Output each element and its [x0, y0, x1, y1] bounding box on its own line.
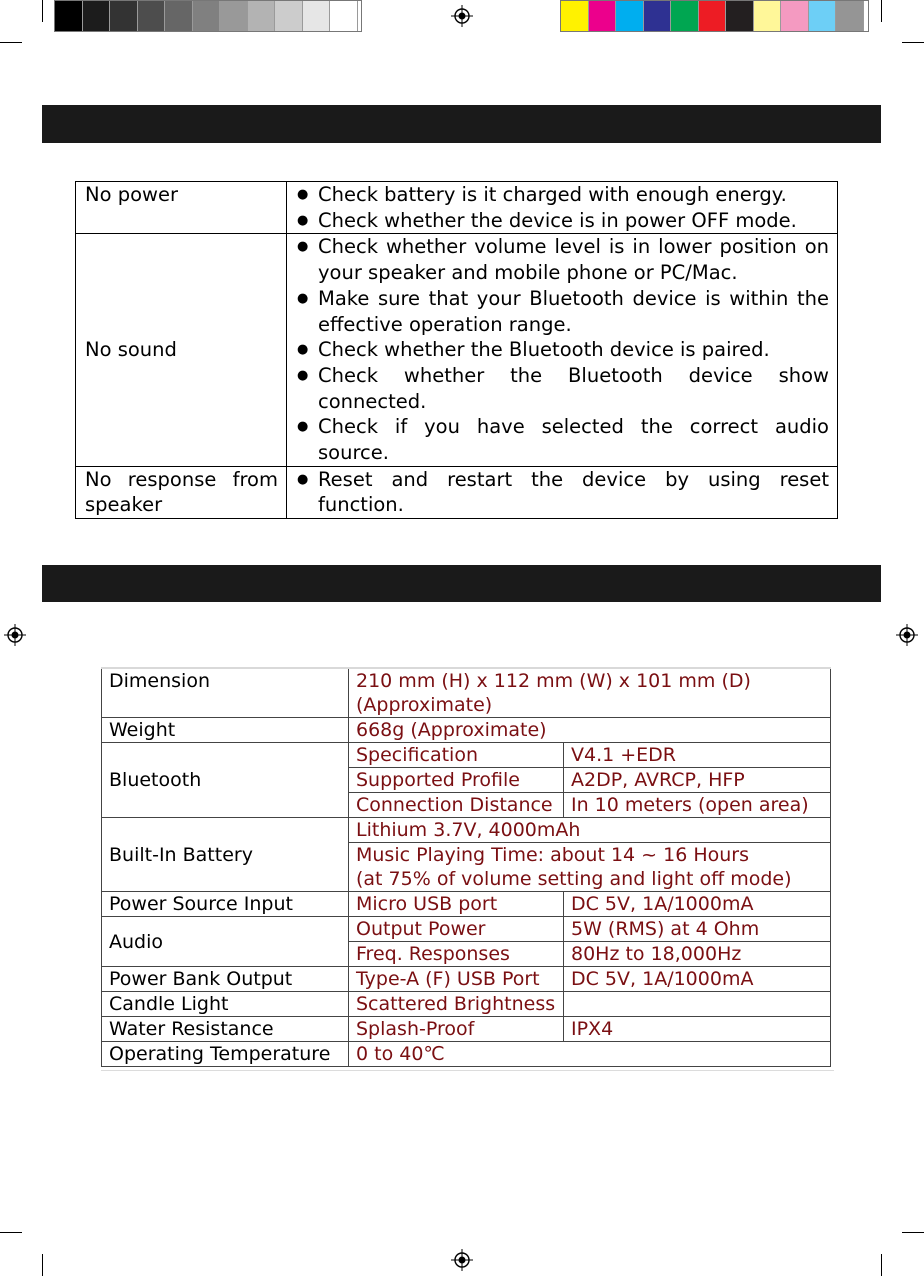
table-bottom-rule	[101, 1070, 834, 1071]
specifications-header-bar	[42, 565, 881, 602]
table-row	[102, 743, 831, 768]
spec-subname: Scattered Brightness	[349, 992, 564, 1017]
table-row	[102, 1017, 831, 1042]
solution-item: ● Reset and restart the device by using reset function.	[296, 467, 829, 518]
color-swatch	[193, 1, 221, 31]
spec-value: DC 5V, 1A/1000mA	[564, 892, 831, 917]
spec-subname: Splash-Proof	[349, 1017, 564, 1042]
color-swatch	[55, 1, 83, 31]
table-row	[102, 892, 831, 917]
table-row	[102, 668, 831, 718]
color-swatch	[303, 1, 331, 31]
color-swatch	[220, 1, 248, 31]
solution-item: ● Check if you have selected the correct audio source.	[296, 414, 829, 465]
color-swatch	[248, 1, 276, 31]
table-row	[102, 967, 831, 992]
spec-value-line: (Approximate)	[356, 694, 493, 716]
spec-value: IPX4	[564, 1017, 831, 1042]
spec-value: V4.1 +EDR	[564, 743, 831, 768]
registration-mark-icon	[451, 1249, 473, 1271]
color-swatch	[83, 1, 111, 31]
solution-item: ● Check whether volume level is in lower position on your speaker and mobile phone or PC/Mac.	[296, 234, 829, 285]
spec-value	[564, 992, 831, 1017]
problem-cell: No response from speaker	[76, 466, 287, 518]
color-swatch	[275, 1, 303, 31]
solution-cell	[287, 182, 838, 234]
color-swatch	[616, 1, 644, 31]
troubleshooting-table	[75, 181, 838, 519]
color-swatch	[781, 1, 809, 31]
solution-item: ● Check battery is it charged with enough energy.	[296, 182, 829, 208]
table-row	[76, 234, 838, 466]
solution-item: ● Check whether the device is in power OFF mode.	[296, 208, 829, 234]
spec-subname: Specification	[349, 743, 564, 768]
problem-cell: No sound	[76, 234, 287, 466]
spec-value: 80Hz to 18,000Hz	[564, 942, 831, 967]
solution-cell	[287, 466, 838, 518]
crop-mark	[902, 42, 924, 43]
crop-mark	[0, 42, 22, 43]
troubleshooting-header-bar	[42, 105, 881, 143]
color-swatch	[330, 1, 358, 31]
crop-mark	[0, 1232, 22, 1233]
spec-subname: Output Power	[349, 917, 564, 942]
color-swatch	[726, 1, 754, 31]
spec-subname: Supported Profile	[349, 768, 564, 793]
color-swatch	[836, 1, 864, 31]
registration-mark-icon	[896, 624, 918, 646]
spec-value	[349, 668, 831, 718]
color-swatch	[671, 1, 699, 31]
spec-subname: Micro USB port	[349, 892, 564, 917]
table-row	[102, 818, 831, 843]
spec-label: Candle Light	[102, 992, 349, 1017]
color-swatch	[589, 1, 617, 31]
spec-label: Dimension	[102, 668, 349, 718]
table-row	[102, 718, 831, 743]
color-swatch	[165, 1, 193, 31]
crop-mark	[881, 1254, 882, 1276]
crop-mark	[881, 0, 882, 22]
color-swatch	[138, 1, 166, 31]
crop-mark	[42, 0, 43, 22]
registration-mark-icon	[451, 5, 473, 27]
spec-label: Power Bank Output	[102, 967, 349, 992]
crop-mark	[42, 1254, 43, 1276]
process-color-bar	[560, 0, 869, 32]
crop-mark	[902, 1232, 924, 1233]
spec-value-line: (at 75% of volume setting and light off mode)	[356, 868, 792, 890]
table-row	[102, 1042, 831, 1067]
spec-value: 5W (RMS) at 4 Ohm	[564, 917, 831, 942]
spec-label: Operating Temperature	[102, 1042, 349, 1067]
solution-cell	[287, 234, 838, 466]
spec-value	[349, 843, 831, 892]
spec-label: Weight	[102, 718, 349, 743]
table-row	[76, 466, 838, 518]
spec-label: Built-In Battery	[102, 818, 349, 892]
grayscale-color-bar	[54, 0, 362, 32]
spec-subname: Type-A (F) USB Port	[349, 967, 564, 992]
spec-value: Lithium 3.7V, 4000mAh	[349, 818, 831, 843]
spec-label: Water Resistance	[102, 1017, 349, 1042]
color-swatch	[754, 1, 782, 31]
color-swatch	[110, 1, 138, 31]
color-swatch	[809, 1, 837, 31]
spec-value-line: 210 mm (H) x 112 mm (W) x 101 mm (D)	[356, 670, 751, 692]
spec-subname: Freq. Responses	[349, 942, 564, 967]
table-row	[102, 917, 831, 942]
specifications-table	[101, 667, 831, 1067]
spec-label: Bluetooth	[102, 743, 349, 818]
problem-cell: No power	[76, 182, 287, 234]
spec-value: In 10 meters (open area)	[564, 793, 831, 818]
spec-label: Audio	[102, 917, 349, 967]
registration-mark-icon	[4, 624, 26, 646]
spec-value-line: Music Playing Time: about 14 ~ 16 Hours	[356, 844, 749, 866]
solution-item: ● Check whether the Bluetooth device is paired.	[296, 337, 829, 363]
spec-value: 668g (Approximate)	[349, 718, 831, 743]
table-row	[76, 182, 838, 234]
solution-item: ● Check whether the Bluetooth device show connected.	[296, 363, 829, 414]
color-swatch	[644, 1, 672, 31]
table-row	[102, 992, 831, 1017]
spec-value: A2DP, AVRCP, HFP	[564, 768, 831, 793]
spec-label: Power Source Input	[102, 892, 349, 917]
spec-value: 0 to 40℃	[349, 1042, 831, 1067]
color-swatch	[561, 1, 589, 31]
spec-subname: Connection Distance	[349, 793, 564, 818]
solution-item: ● Make sure that your Bluetooth device is within the effective operation range.	[296, 286, 829, 337]
color-swatch	[699, 1, 727, 31]
spec-value: DC 5V, 1A/1000mA	[564, 967, 831, 992]
